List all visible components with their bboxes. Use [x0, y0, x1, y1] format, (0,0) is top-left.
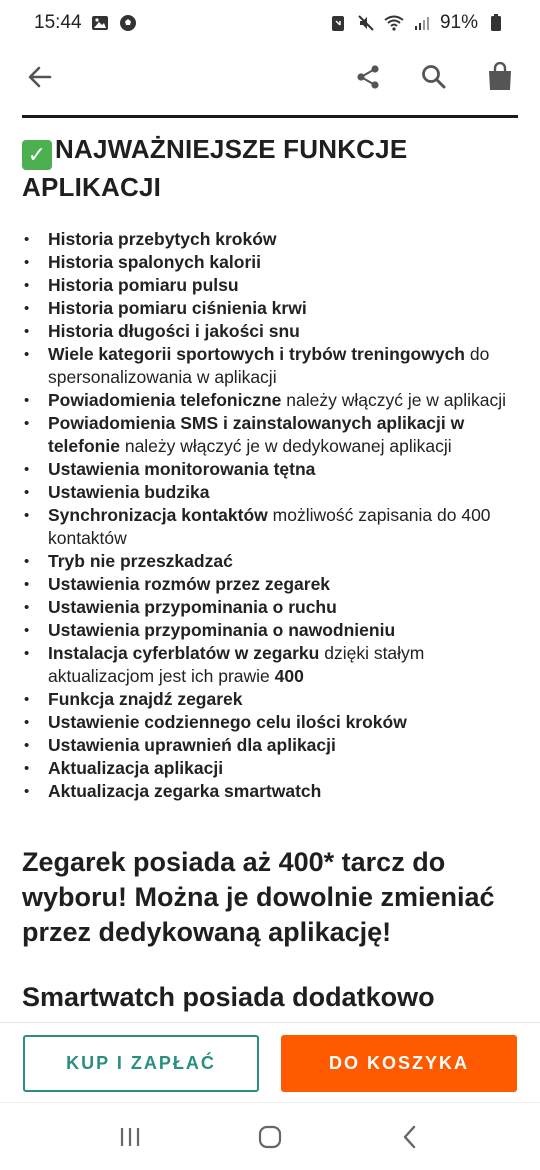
feature-emphasis: 400: [274, 666, 304, 686]
back-arrow-icon[interactable]: [22, 59, 58, 95]
share-icon[interactable]: [350, 59, 386, 95]
action-bar: [0, 1022, 540, 1102]
feature-item: [22, 481, 518, 504]
feature-description: dzięki stałym aktualizacjom jest ich prawie: [48, 643, 425, 686]
feature-item: [22, 780, 518, 803]
mute-icon: [356, 13, 376, 33]
feature-name: Powiadomienia telefoniczne: [48, 390, 282, 410]
battery-icon: [486, 13, 506, 33]
back-icon[interactable]: [392, 1119, 428, 1155]
feature-item: [22, 619, 518, 642]
feature-name: Ustawienia przypominania o ruchu: [48, 597, 337, 617]
wifi-icon: [384, 13, 404, 33]
feature-item: [22, 642, 518, 688]
feature-item: [22, 320, 518, 343]
soccer-ball-icon: [118, 13, 138, 33]
feature-name: Aktualizacja zegarka smartwatch: [48, 781, 322, 801]
feature-name: Ustawienia rozmów przez zegarek: [48, 574, 331, 594]
feature-name: Funkcja znajdź zegarek: [48, 689, 243, 709]
feature-item: [22, 688, 518, 711]
feature-name: Instalacja cyferblatów w zegarku: [48, 643, 320, 663]
status-right: [328, 12, 506, 34]
home-icon[interactable]: [252, 1119, 288, 1155]
search-icon[interactable]: [416, 59, 452, 95]
nfc-icon: [328, 13, 348, 33]
feature-list: [22, 228, 518, 803]
feature-name: Powiadomienia SMS i zainstalowanych aplikacji w telefonie: [48, 413, 465, 456]
product-description: [22, 132, 518, 1015]
feature-item: [22, 297, 518, 320]
feature-item: [22, 274, 518, 297]
signal-icon: [412, 13, 432, 33]
feature-item: [22, 389, 518, 412]
feature-name: Tryb nie przeszkadzać: [48, 551, 233, 571]
content-divider: [22, 115, 518, 118]
feature-name: Historia długości i jakości snu: [48, 321, 300, 341]
feature-item: [22, 596, 518, 619]
status-time: 15:44: [34, 12, 82, 33]
feature-name: Historia pomiaru pulsu: [48, 275, 239, 295]
feature-description: możliwość zapisania do 400 kontaktów: [48, 505, 491, 548]
feature-name: Aktualizacja aplikacji: [48, 758, 224, 778]
feature-item: [22, 734, 518, 757]
status-left: [34, 12, 138, 34]
feature-description: należy włączyć je w dedykowanej aplikacji: [119, 436, 452, 456]
feature-item: [22, 412, 518, 458]
section-title: ✓ NAJWAŻNIEJSZE FUNKCJE APLIKACJI: [22, 134, 408, 202]
status-bar: [0, 0, 540, 46]
feature-description: należy włączyć je w aplikacji: [281, 390, 507, 410]
feature-item: [22, 343, 518, 389]
feature-name: Ustawienie codziennego celu ilości kroków: [48, 712, 407, 732]
system-nav-bar: [0, 1102, 540, 1170]
app-bar: [0, 46, 540, 108]
feature-name: Ustawienia monitorowania tętna: [48, 459, 316, 479]
feature-name: Historia spalonych kalorii: [48, 252, 261, 272]
recent-apps-icon[interactable]: [112, 1119, 148, 1155]
feature-item: [22, 504, 518, 550]
feature-name: Ustawienia uprawnień dla aplikacji: [48, 735, 336, 755]
feature-item: [22, 251, 518, 274]
feature-name: Synchronizacja kontaktów: [48, 505, 268, 525]
shopping-bag-icon[interactable]: [482, 59, 518, 95]
add-to-cart-button[interactable]: DO KOSZYKA: [281, 1035, 517, 1092]
feature-name: Historia przebytych kroków: [48, 229, 277, 249]
feature-name: Ustawienia budzika: [48, 482, 210, 502]
feature-item: [22, 458, 518, 481]
feature-item: [22, 573, 518, 596]
feature-name: Ustawienia przypominania o nawodnieniu: [48, 620, 396, 640]
feature-item: [22, 757, 518, 780]
feature-description: do spersonalizowania w aplikacji: [48, 344, 490, 387]
feature-name: Historia pomiaru ciśnienia krwi: [48, 298, 307, 318]
app-bar-actions: [350, 59, 518, 95]
feature-item: [22, 550, 518, 573]
check-mark-icon: ✓: [22, 140, 52, 170]
feature-item: [22, 711, 518, 734]
feature-item: [22, 228, 518, 251]
gallery-icon: [90, 13, 110, 33]
buy-and-pay-button[interactable]: KUP I ZAPŁAĆ: [23, 1035, 259, 1092]
additional-features-heading: Smartwatch posiada dodatkowo: [22, 982, 435, 1012]
battery-percentage: 91%: [439, 12, 478, 33]
feature-name: Wiele kategorii sportowych i trybów treningowych: [48, 344, 465, 364]
watch-faces-heading: Zegarek posiada aż 400* tarcz do wyboru! Można je dowolnie zmieniać przez dedykowaną aplikację!: [22, 847, 495, 947]
